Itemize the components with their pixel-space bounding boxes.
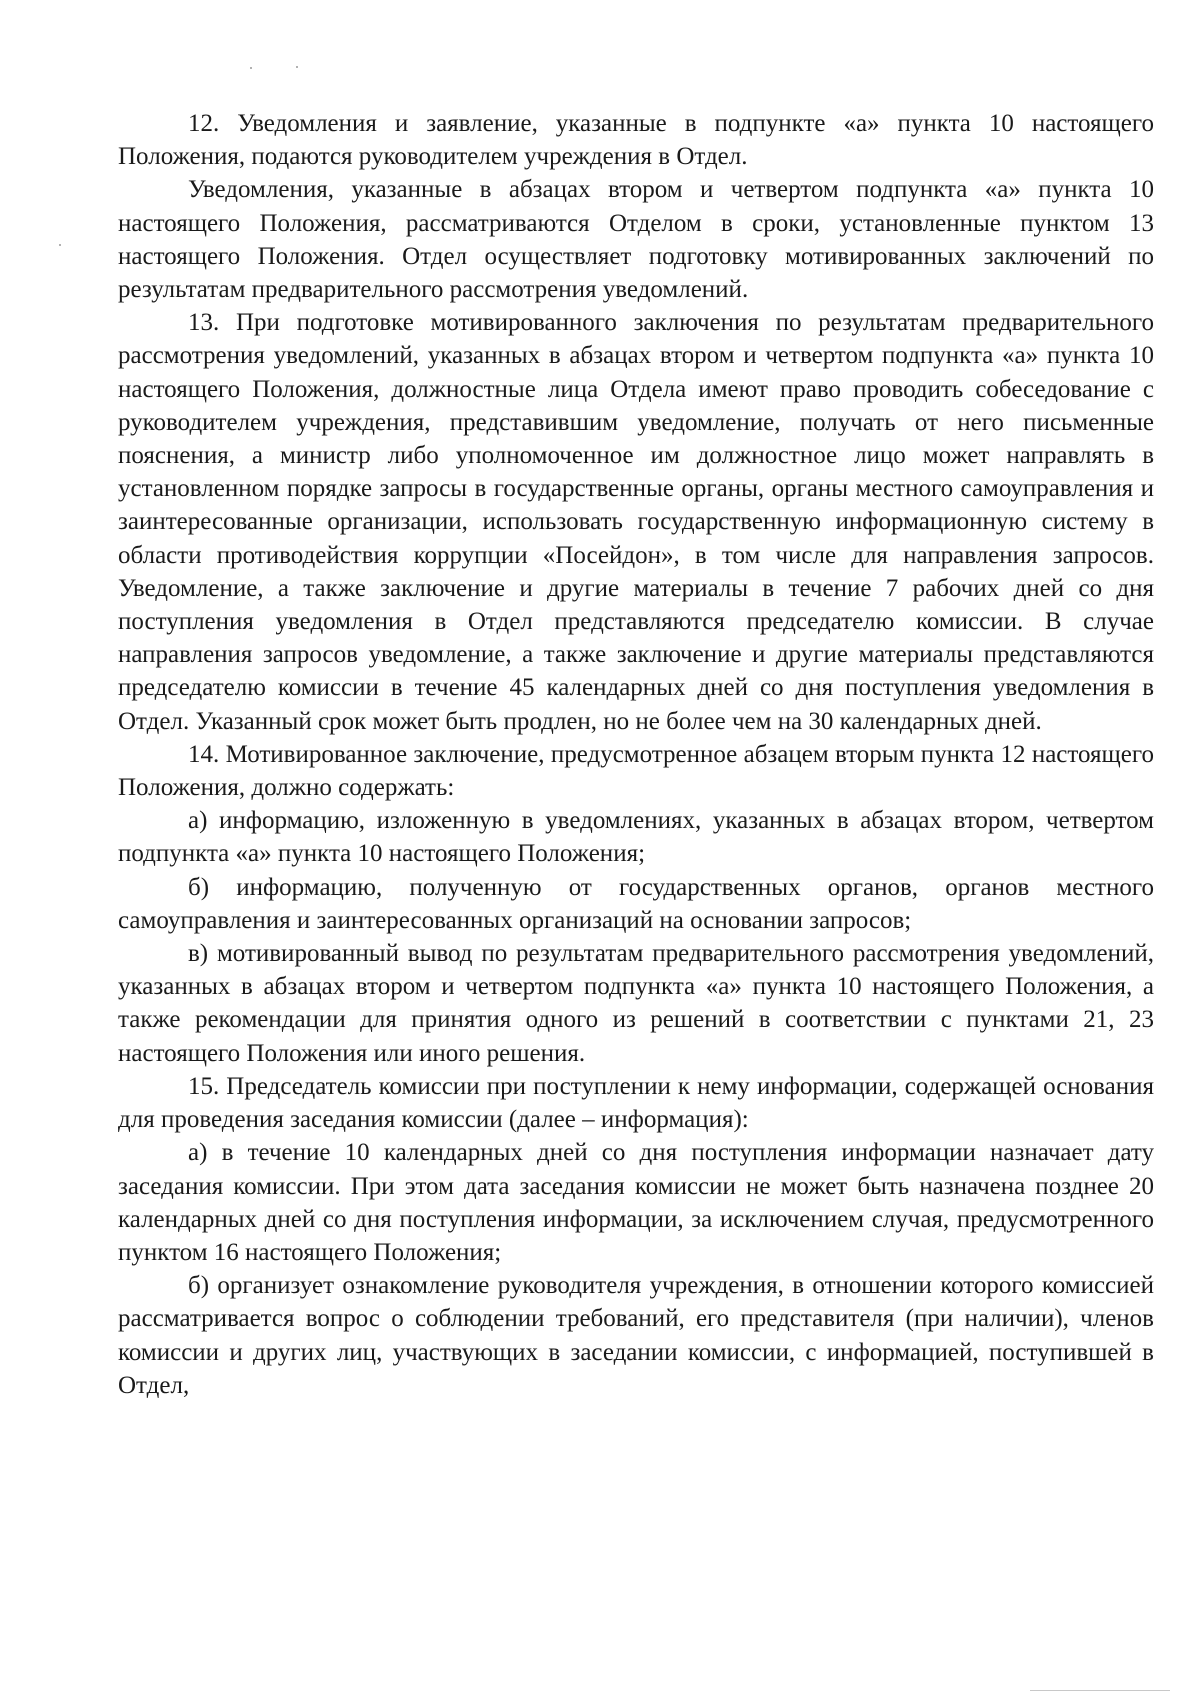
document-body <box>118 107 1154 1402</box>
paragraph-13: 13. При подготовке мотивированного заключения по результатам предварительного рассмотрения уведомлений, указанных в абзацах втором и четвертом подпункта «а» пункта 10 настоящего Положения, должностные лица Отдела имеют право проводить собеседование с руководителем учреждения, представившим уведомление, получать от него письменные пояснения, а министр либо уполномоченное им должностное лицо может направлять в установленном порядке запросы в государственные органы, органы местного самоуправления и заинтересованные организации, использовать государственную информационную систему в области противодействия коррупции «Посейдон», в том числе для направления запросов. Уведомление, а также заключение и другие материалы в течение 7 рабочих дней со дня поступления уведомления в Отдел представляются председателю комиссии. В случае направления запросов уведомление, а также заключение и другие материалы представляются председателю комиссии в течение 45 календарных дней со дня поступления уведомления в Отдел. Указанный срок может быть продлен, но не более чем на 30 календарных дней. <box>118 309 1154 735</box>
scan-speck <box>59 244 61 246</box>
paragraph-12: 12. Уведомления и заявление, указанные в подпункте «а» пункта 10 настоящего Положения, подаются руководителем учреждения в Отдел. <box>118 110 1154 171</box>
paragraph-14: 14. Мотивированное заключение, предусмотренное абзацем вторым пункта 12 настоящего Положения, должно содержать: <box>118 740 1154 802</box>
paragraph-12-second: Уведомления, указанные в абзацах втором и четвертом подпункта «а» пункта 10 настоящего Положения, рассматриваются Отделом в сроки, установленные пунктом 13 настоящего Положения. Отдел осуществляет подготовку мотивированных заключений по результатам предварительного рассмотрения уведомлений. <box>118 176 1154 304</box>
scan-speck <box>296 66 298 68</box>
paragraph-15-a: а) в течение 10 календарных дней со дня поступления информации назначает дату заседания комиссии. При этом дата заседания комиссии не может быть назначена позднее 20 календарных дней со дня поступления информации, за исключением случая, предусмотренного пунктом 16 настоящего Положения; <box>118 1139 1154 1266</box>
paragraph-14-v: в) мотивированный вывод по результатам предварительного рассмотрения уведомлений, указанных в абзацах втором и четвертом подпункта «а» пункта 10 настоящего Положения, а также рекомендации для принятия одного из решений в соответствии с пунктами 21, 23 настоящего Положения или иного решения. <box>118 940 1154 1067</box>
scan-speck <box>250 67 252 69</box>
paragraph-15: 15. Председатель комиссии при поступлении к нему информации, содержащей основания для проведения заседания комиссии (далее – информация): <box>118 1072 1154 1134</box>
paragraph-14-b: б) информацию, полученную от государственных органов, органов местного самоуправления и заинтересованных организаций на основании запросов; <box>118 873 1154 934</box>
paragraph-15-b: б) организует ознакомление руководителя учреждения, в отношении которого комиссией рассматривается вопрос о соблюдении требований, его представителя (при наличии), членов комиссии и других лиц, участвующих в заседании комиссии, с информацией, поступившей в Отдел, <box>118 1272 1154 1399</box>
scan-edge-mark <box>1030 1690 1170 1691</box>
paragraph-14-a: а) информацию, изложенную в уведомлениях, указанных в абзацах втором, четвертом подпункта «а» пункта 10 настоящего Положения; <box>118 807 1154 868</box>
